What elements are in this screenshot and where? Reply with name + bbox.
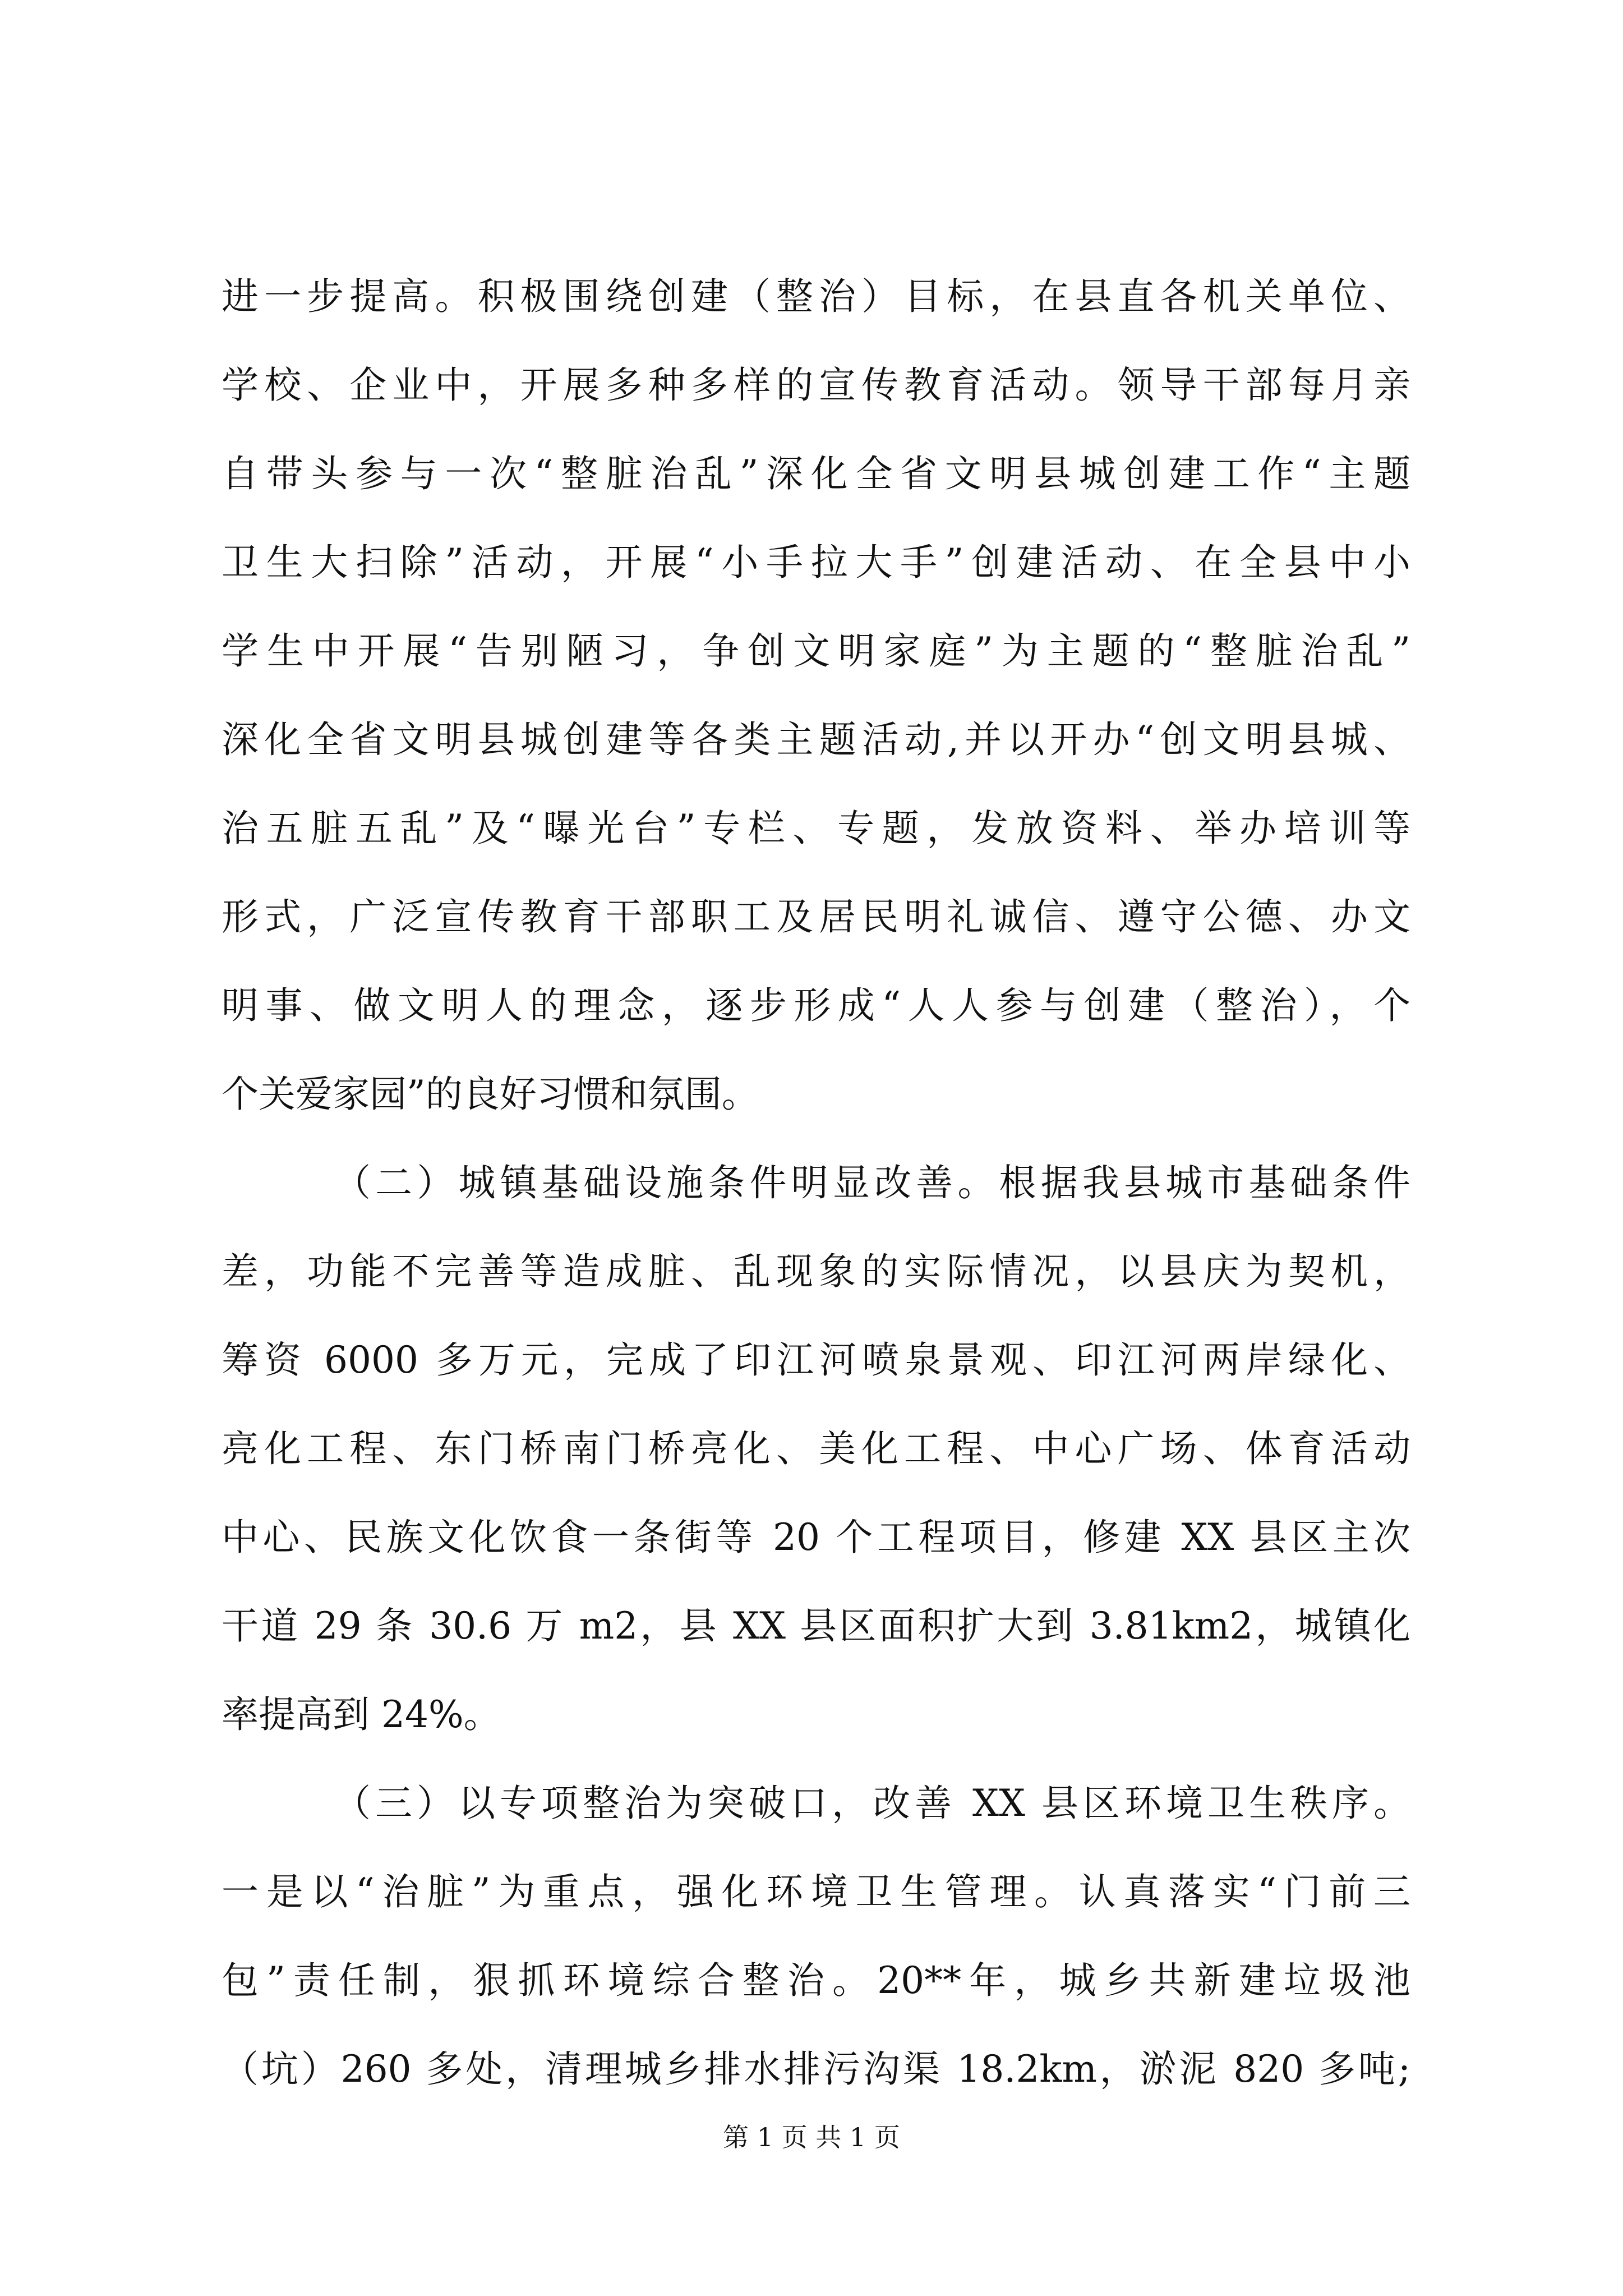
body-text: [222, 252, 1410, 2114]
text-line: 治五脏五乱”及“曝光台”专栏、专题，发放资料、举办培训等: [222, 807, 1410, 850]
text-line: 个关爱家园”的良好习惯和氛围。: [222, 1073, 759, 1116]
page-number-label: 第 1 页 共 1 页: [723, 2122, 900, 2152]
text-line: 差，功能不完善等造成脏、乱现象的实际情况，以县庆为契机，: [222, 1250, 1410, 1293]
text-line: 一是以“治脏”为重点，强化环境卫生管理。认真落实“门前三: [222, 1870, 1410, 1913]
text-line: 学生中开展“告别陋习，争创文明家庭”为主题的“整脏治乱”: [222, 629, 1410, 673]
text-line: 亮化工程、东门桥南门桥亮化、美化工程、中心广场、体育活动: [222, 1427, 1410, 1470]
text-line: 深化全省文明县城创建等各类主题活动,并以开办“创文明县城、: [222, 718, 1410, 761]
text-line: 率提高到 24%。: [222, 1693, 501, 1736]
text-line: 学校、企业中，开展多种多样的宣传教育活动。领导干部每月亲: [222, 364, 1410, 407]
text-line: 自带头参与一次“整脏治乱”深化全省文明县城创建工作“主题: [222, 452, 1410, 495]
paragraph-2: [222, 1139, 1410, 1759]
text-line: （坑）260 多处，清理城乡排水排污沟渠 18.2km，淤泥 820 多吨;: [222, 2047, 1410, 2091]
paragraph-3: [222, 1759, 1410, 2114]
page-footer: [0, 2120, 1623, 2154]
text-line: 卫生大扫除”活动，开展“小手拉大手”创建活动、在全县中小: [222, 541, 1410, 584]
text-line: 明事、做文明人的理念，逐步形成“人人参与创建（整治），个: [222, 984, 1410, 1027]
paragraph-1: [222, 252, 1410, 1139]
text-line: 包”责任制，狠抓环境综合整治。20**年，城乡共新建垃圾池: [222, 1959, 1410, 2002]
text-line: 进一步提高。积极围绕创建（整治）目标，在县直各机关单位、: [222, 275, 1410, 318]
text-line: 形式，广泛宣传教育干部职工及居民明礼诚信、遵守公德、办文: [222, 895, 1410, 938]
text-line: 中心、民族文化饮食一条街等 20 个工程项目，修建 XX 县区主次: [222, 1516, 1410, 1559]
text-line: 筹资 6000 多万元，完成了印江河喷泉景观、印江河两岸绿化、: [222, 1338, 1410, 1382]
text-line: 干道 29 条 30.6 万 m2，县 XX 县区面积扩大到 3.81km2，城镇化: [222, 1604, 1410, 1648]
text-line: （二）城镇基础设施条件明显改善。根据我县城市基础条件: [334, 1161, 1410, 1204]
text-line: （三）以专项整治为突破口，改善 XX 县区环境卫生秩序。: [334, 1782, 1410, 1825]
